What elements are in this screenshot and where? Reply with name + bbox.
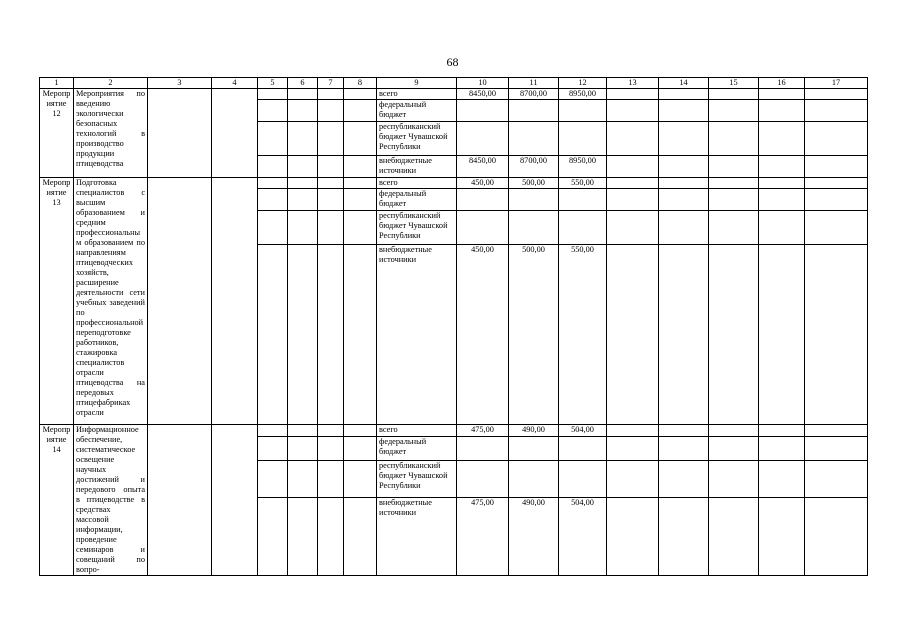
empty-cell [258, 122, 288, 156]
amount-cell: 450,00 [457, 178, 509, 189]
amount-cell [509, 122, 559, 156]
empty-cell [148, 89, 212, 178]
empty-cell [318, 425, 344, 437]
empty-cell [288, 460, 318, 497]
column-number: 16 [759, 78, 805, 89]
measure-description: Мероприятия по введению экологически безопасных технологий в производство продукции птицеводства [74, 89, 148, 178]
column-number: 2 [74, 78, 148, 89]
empty-cell [607, 122, 659, 156]
empty-cell [607, 436, 659, 460]
column-number: 10 [457, 78, 509, 89]
empty-cell [759, 89, 805, 100]
empty-cell [288, 89, 318, 100]
measure-code: Мероприятие 13 [40, 178, 74, 425]
amount-cell: 500,00 [509, 245, 559, 425]
funding-source: республиканский бюджет Чувашской Республики [377, 460, 457, 497]
empty-cell [344, 497, 377, 575]
amount-cell [509, 436, 559, 460]
amount-cell [457, 189, 509, 211]
empty-cell [288, 122, 318, 156]
empty-cell [344, 122, 377, 156]
empty-cell [318, 189, 344, 211]
amount-cell: 550,00 [559, 178, 607, 189]
empty-cell [288, 100, 318, 122]
column-number: 9 [377, 78, 457, 89]
amount-cell [559, 211, 607, 245]
column-number: 1 [40, 78, 74, 89]
funding-source: внебюджетные источники [377, 245, 457, 425]
empty-cell [805, 156, 868, 178]
amount-cell [559, 436, 607, 460]
empty-cell [607, 89, 659, 100]
amount-cell: 8950,00 [559, 89, 607, 100]
column-number: 14 [659, 78, 709, 89]
empty-cell [759, 245, 805, 425]
empty-cell [258, 497, 288, 575]
empty-cell [659, 189, 709, 211]
empty-cell [759, 460, 805, 497]
empty-cell [759, 100, 805, 122]
empty-cell [805, 211, 868, 245]
empty-cell [709, 100, 759, 122]
empty-cell [805, 100, 868, 122]
empty-cell [659, 425, 709, 437]
amount-cell [559, 100, 607, 122]
empty-cell [805, 497, 868, 575]
table-row [40, 178, 868, 189]
amount-cell: 504,00 [559, 497, 607, 575]
empty-cell [659, 460, 709, 497]
amount-cell: 500,00 [509, 178, 559, 189]
amount-cell: 8450,00 [457, 89, 509, 100]
empty-cell [344, 436, 377, 460]
empty-cell [607, 460, 659, 497]
empty-cell [318, 100, 344, 122]
empty-cell [258, 425, 288, 437]
empty-cell [258, 178, 288, 189]
empty-cell [659, 156, 709, 178]
amount-cell [559, 460, 607, 497]
empty-cell [212, 425, 258, 576]
column-number: 7 [318, 78, 344, 89]
empty-cell [148, 425, 212, 576]
funding-source: внебюджетные источники [377, 497, 457, 575]
empty-cell [288, 211, 318, 245]
column-number: 17 [805, 78, 868, 89]
amount-cell: 475,00 [457, 497, 509, 575]
empty-cell [659, 245, 709, 425]
amount-cell [559, 122, 607, 156]
column-number: 15 [709, 78, 759, 89]
empty-cell [709, 460, 759, 497]
amount-cell [559, 189, 607, 211]
empty-cell [759, 178, 805, 189]
empty-cell [288, 156, 318, 178]
column-number-row [40, 78, 868, 89]
empty-cell [607, 245, 659, 425]
empty-cell [318, 89, 344, 100]
empty-cell [344, 100, 377, 122]
empty-cell [607, 189, 659, 211]
empty-cell [659, 436, 709, 460]
funding-source: республиканский бюджет Чувашской Республики [377, 122, 457, 156]
empty-cell [318, 460, 344, 497]
empty-cell [258, 436, 288, 460]
empty-cell [659, 178, 709, 189]
empty-cell [759, 156, 805, 178]
amount-cell [509, 100, 559, 122]
empty-cell [805, 89, 868, 100]
funding-source: республиканский бюджет Чувашской Республики [377, 211, 457, 245]
amount-cell: 8700,00 [509, 156, 559, 178]
funding-source: федеральный бюджет [377, 100, 457, 122]
empty-cell [288, 436, 318, 460]
empty-cell [607, 156, 659, 178]
empty-cell [318, 497, 344, 575]
empty-cell [607, 211, 659, 245]
empty-cell [709, 497, 759, 575]
empty-cell [344, 460, 377, 497]
amount-cell: 8450,00 [457, 156, 509, 178]
empty-cell [709, 156, 759, 178]
empty-cell [805, 122, 868, 156]
funding-source: всего [377, 178, 457, 189]
empty-cell [709, 122, 759, 156]
empty-cell [318, 211, 344, 245]
empty-cell [709, 189, 759, 211]
empty-cell [659, 497, 709, 575]
empty-cell [318, 122, 344, 156]
empty-cell [344, 189, 377, 211]
column-number: 6 [288, 78, 318, 89]
column-number: 11 [509, 78, 559, 89]
amount-cell [509, 211, 559, 245]
empty-cell [607, 100, 659, 122]
empty-cell [709, 425, 759, 437]
measure-code: Мероприятие 14 [40, 425, 74, 576]
empty-cell [318, 178, 344, 189]
empty-cell [258, 89, 288, 100]
empty-cell [709, 178, 759, 189]
amount-cell: 490,00 [509, 497, 559, 575]
amount-cell: 8950,00 [559, 156, 607, 178]
empty-cell [607, 497, 659, 575]
empty-cell [607, 178, 659, 189]
empty-cell [344, 425, 377, 437]
empty-cell [805, 245, 868, 425]
empty-cell [805, 178, 868, 189]
measure-code: Мероприятие 12 [40, 89, 74, 178]
empty-cell [344, 211, 377, 245]
empty-cell [759, 211, 805, 245]
funding-source: федеральный бюджет [377, 436, 457, 460]
empty-cell [805, 189, 868, 211]
financing-table [39, 77, 868, 576]
empty-cell [148, 178, 212, 425]
empty-cell [212, 89, 258, 178]
amount-cell [509, 189, 559, 211]
empty-cell [258, 189, 288, 211]
empty-cell [759, 425, 805, 437]
column-number: 13 [607, 78, 659, 89]
amount-cell [457, 436, 509, 460]
empty-cell [759, 122, 805, 156]
empty-cell [258, 460, 288, 497]
empty-cell [288, 189, 318, 211]
amount-cell [457, 122, 509, 156]
table-row [40, 89, 868, 100]
amount-cell [457, 211, 509, 245]
amount-cell: 504,00 [559, 425, 607, 437]
amount-cell: 490,00 [509, 425, 559, 437]
empty-cell [258, 245, 288, 425]
empty-cell [659, 89, 709, 100]
funding-source: федеральный бюджет [377, 189, 457, 211]
empty-cell [759, 436, 805, 460]
empty-cell [344, 89, 377, 100]
empty-cell [709, 436, 759, 460]
empty-cell [805, 425, 868, 437]
amount-cell [457, 460, 509, 497]
empty-cell [288, 178, 318, 189]
column-number: 8 [344, 78, 377, 89]
amount-cell [509, 460, 559, 497]
empty-cell [318, 156, 344, 178]
empty-cell [659, 100, 709, 122]
empty-cell [759, 497, 805, 575]
empty-cell [344, 156, 377, 178]
empty-cell [805, 460, 868, 497]
empty-cell [709, 211, 759, 245]
empty-cell [759, 189, 805, 211]
empty-cell [288, 425, 318, 437]
empty-cell [318, 245, 344, 425]
empty-cell [805, 436, 868, 460]
amount-cell: 475,00 [457, 425, 509, 437]
column-number: 5 [258, 78, 288, 89]
empty-cell [258, 100, 288, 122]
amount-cell: 8700,00 [509, 89, 559, 100]
empty-cell [318, 436, 344, 460]
amount-cell [457, 100, 509, 122]
empty-cell [344, 178, 377, 189]
funding-source: всего [377, 425, 457, 437]
funding-source: внебюджетные источники [377, 156, 457, 178]
measure-description: Информационное обеспечение, систематическое освещение научных достижений и передового опыта в птицеводстве в средствах массовой информации, проведение семинаров и совещаний по вопро- [74, 425, 148, 576]
empty-cell [659, 211, 709, 245]
empty-cell [288, 245, 318, 425]
empty-cell [659, 122, 709, 156]
empty-cell [258, 211, 288, 245]
empty-cell [344, 245, 377, 425]
measure-description: Подготовка специалистов с высшим образованием и средним профессиональным образованием по направлениям птицеводческих хозяйств, расширение деятельности сети учебных заведений по профессиональной переподготовке работников, стажировка специалистов отрасли птицеводства на передовых птицефабриках отрасли [74, 178, 148, 425]
page-number: 68 [446, 55, 459, 69]
empty-cell [709, 245, 759, 425]
amount-cell: 550,00 [559, 245, 607, 425]
column-number: 4 [212, 78, 258, 89]
empty-cell [258, 156, 288, 178]
funding-source: всего [377, 89, 457, 100]
empty-cell [709, 89, 759, 100]
table-row [40, 425, 868, 437]
empty-cell [607, 425, 659, 437]
empty-cell [288, 497, 318, 575]
column-number: 12 [559, 78, 607, 89]
empty-cell [212, 178, 258, 425]
column-number: 3 [148, 78, 212, 89]
amount-cell: 450,00 [457, 245, 509, 425]
